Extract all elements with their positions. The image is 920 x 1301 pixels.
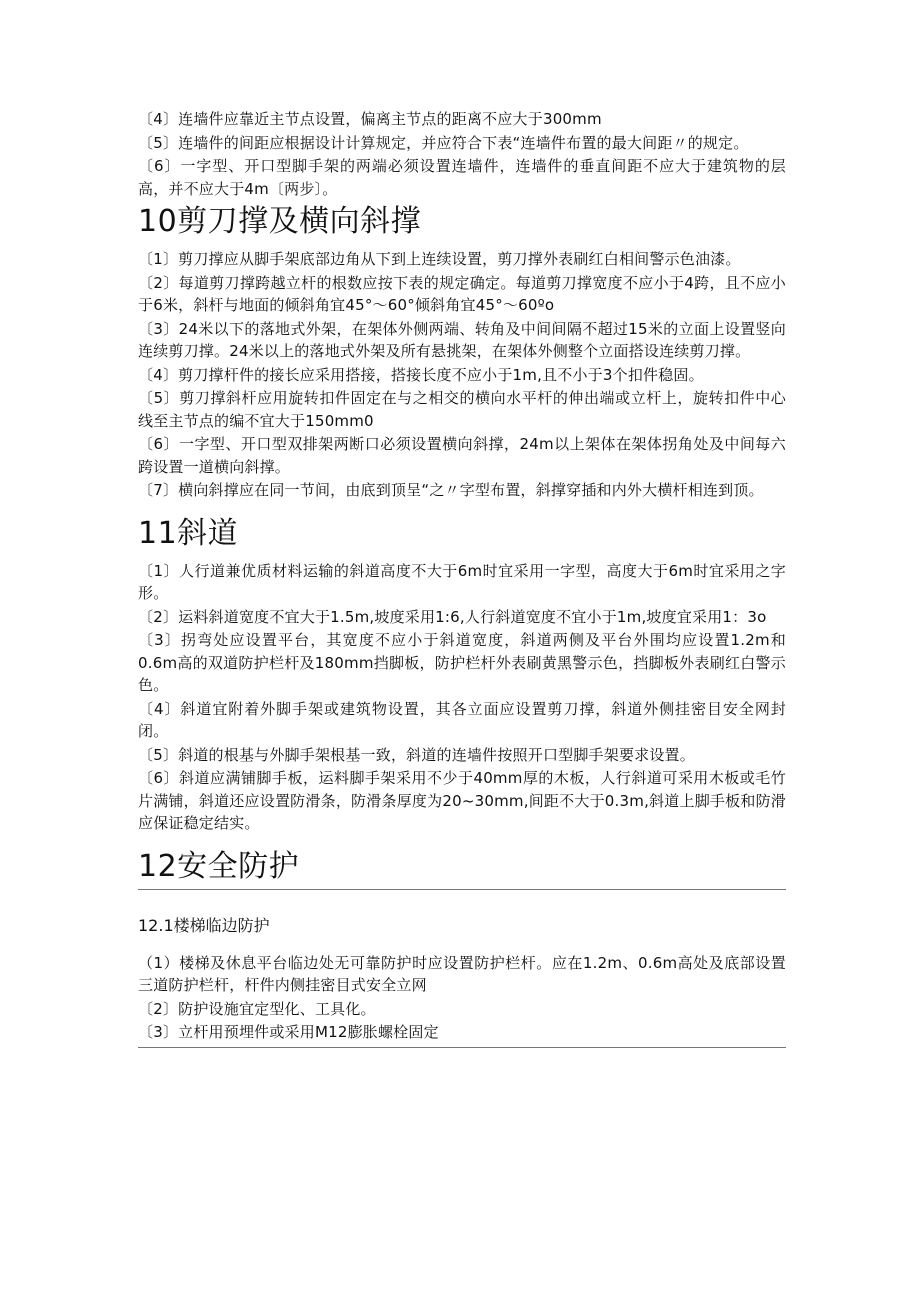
document-page: [138, 108, 786, 1048]
sec11-item-5: 〔5〕斜道的根基与外脚手架根基一致，斜道的连墙件按照开口型脚手架要求设置。: [138, 745, 695, 764]
bottom-divider: [138, 1047, 786, 1048]
intro-item-4: 〔4〕连墙件应靠近主节点设置，偏离主节点的距离不应大于300mm: [138, 110, 602, 128]
sec11-item-4: 〔4〕斜道宜附着外脚手架或建筑物设置，其各立面应设置剪刀撑，斜道外侧挂密目安全网封闭。: [138, 699, 786, 740]
sec12-1-item-1: （1）楼梯及休息平台临边处无可靠防护时应设置防护栏杆。应在1.2m、0.6m高处及底部设置三道防护栏杆，杆件内侧挂密目式安全立网: [138, 953, 786, 994]
sec10-item-1: 〔1〕剪刀撑应从脚手架底部边角从下到上连续设置，剪刀撑外表刷红白相间警示色油漆。: [138, 250, 741, 268]
sec10-item-5: 〔5〕剪刀撑斜杆应用旋转扣件固定在与之相交的横向水平杆的伸出端或立杆上，旋转扣件中心线至主节点的编不宜大于150mm0: [138, 389, 786, 430]
intro-item-6: 〔6〕一字型、开口型脚手架的两端必须设置连墙件，连墙件的垂直间距不应大于建筑物的层高，并不应大于4m〔两步〕。: [138, 157, 786, 198]
sec10-item-3: 〔3〕24米以下的落地式外架，在架体外侧两端、转角及中间间隔不超过15米的立面上设置竖向连续剪刀撑。24米以上的落地式外架及所有悬挑架，在架体外侧整个立面搭设连续剪刀撑。: [138, 319, 786, 360]
sec10-item-7: 〔7〕横向斜撑应在同一节间，由底到顶呈“之〃字型布置，斜撑穿插和内外大横杆相连到顶。: [138, 481, 764, 499]
sec11-item-1: 〔1〕人行道兼优质材料运输的斜道高度不大于6m时宜采用一字型，高度大于6m时宜采用之字形。: [138, 561, 786, 602]
sec10-item-4: 〔4〕剪刀撑杆件的接长应采用搭接，搭接长度不应小于1m,且不小于3个扣件稳固。: [138, 365, 704, 384]
subsection-12-1-heading: 12.1楼梯临边防护: [138, 915, 270, 935]
sec11-item-3: 〔3〕拐弯处应设置平台，其宽度不应小于斜道宽度，斜道两侧及平台外围均应设置1.2m和0.6m高的双道防护栏杆及180mm挡脚板，防护栏杆外表刷黄黑警示色，挡脚板外表刷红白警示色。: [138, 631, 786, 694]
intro-item-5: 〔5〕连墙件的间距应根据设计计算规定，并应符合下表“连墙件布置的最大间距〃的规定。: [138, 133, 749, 152]
sec12-1-item-2: 〔2〕防护设施宜定型化、工具化。: [138, 999, 376, 1018]
section-12-heading: 12安全防护: [138, 847, 786, 890]
section-10-heading: 10剪刀撑及横向斜撑: [138, 204, 422, 239]
sec11-item-2: 〔2〕运料斜道宽度不宜大于1.5m,坡度采用1:6,人行斜道宽度不宜小于1m,坡度宜采用1：3o: [138, 607, 767, 626]
sec11-item-6: 〔6〕斜道应满铺脚手板，运料脚手架采用不少于40mm厚的木板，人行斜道可采用木板或毛竹片满铺，斜道还应设置防滑条，防滑条厚度为20~30mm,间距不大于0.3m,斜道上脚手板和防滑应保证稳定结实。: [138, 769, 786, 832]
section-11-heading: 11斜道: [138, 515, 239, 551]
sec10-item-2: 〔2〕每道剪刀撑跨越立杆的根数应按下表的规定确定。每道剪刀撑宽度不应小于4跨，且不应小于6米，斜杆与地面的倾斜角宜45°～60°倾斜角宜45°～60ºo: [138, 273, 786, 314]
sec10-item-6: 〔6〕一字型、开口型双排架两断口必须设置横向斜撑，24m以上架体在架体拐角处及中间每六跨设置一道横向斜撑。: [138, 435, 786, 476]
sec12-1-item-3: 〔3〕立杆用预埋件或采用M12膨胀螺栓固定: [138, 1023, 439, 1041]
